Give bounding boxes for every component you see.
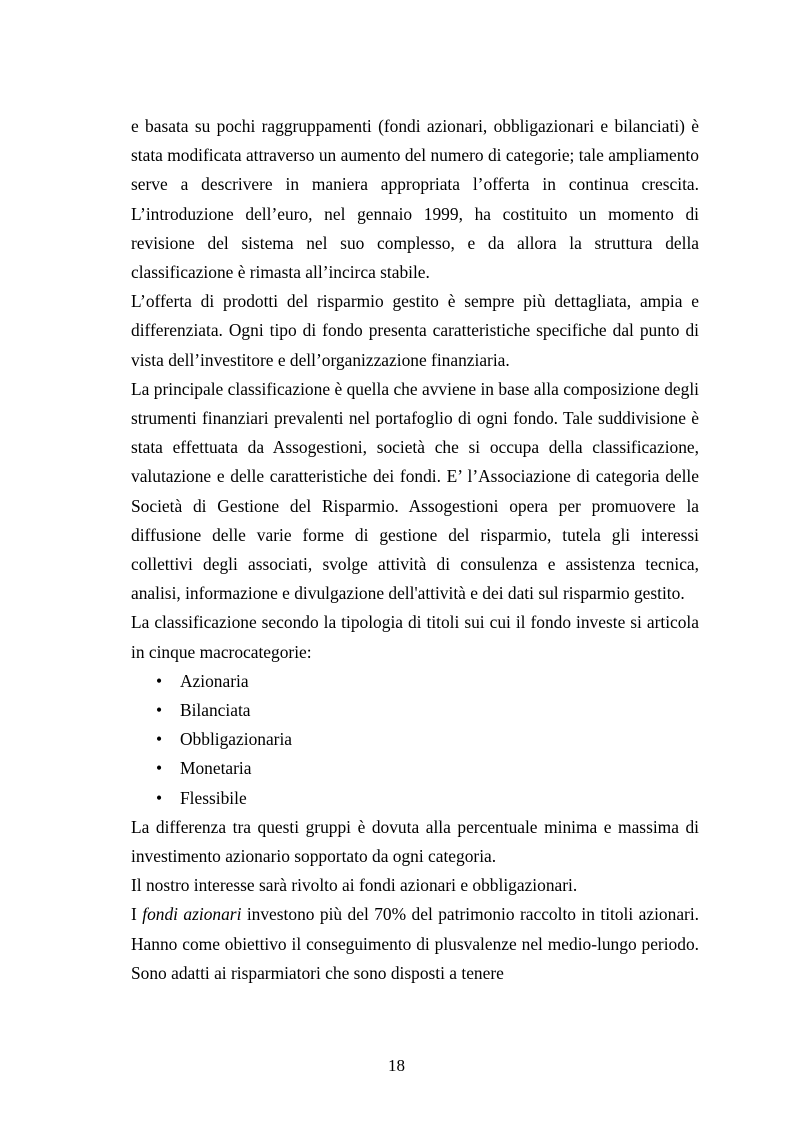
list-item: [156, 725, 699, 754]
paragraph-classification-history: e basata su pochi raggruppamenti (fondi azionari, obbligazionari e bilanciati) è stata modificata attraverso un aumento del numero di categorie; tale ampliamento serve a descrivere in maniera appropriata l’offerta in continua crescita. L’introduzione dell’euro, nel gennaio 1999, ha costituito un momento di revisione del sistema nel suo complesso, e da allora la struttura della classificazione è rimasta all’incirca stabile.: [131, 116, 699, 283]
list-item-label: Monetaria: [180, 758, 252, 779]
bullet-icon: •: [156, 729, 163, 750]
list-item: [156, 754, 699, 783]
paragraph-macrocategories-intro: La classificazione secondo la tipologia di titoli sui cui il fondo investe si articola in cinque macrocategorie:: [131, 612, 699, 662]
bullet-icon: •: [156, 670, 163, 691]
macrocategory-list: [131, 667, 699, 813]
paragraph-lead: I: [131, 904, 143, 925]
bullet-icon: •: [156, 758, 163, 779]
list-item-label: Obbligazionaria: [180, 729, 293, 750]
page-body: [131, 112, 699, 988]
paragraph-assogestioni: La principale classificazione è quella che avviene in base alla composizione degli strumenti finanziari prevalenti nel portafoglio di ogni fondo. Tale suddivisione è stata effettuata da Assogestioni, società che si occupa della classificazione, valutazione e delle caratteristiche dei fondi. E’ l’Associazione di categoria delle Società di Gestione del Risparmio. Assogestioni opera per promuovere la diffusione delle varie forme di gestione del risparmio, tutela gli interessi collettivi degli associati, svolge attività di consulenza e assistenza tecnica, analisi, informazione e divulgazione dell'attività e dei dati sul risparmio gestito.: [131, 378, 699, 604]
list-item: [156, 667, 699, 696]
page-number: 18: [388, 1056, 405, 1075]
paragraph-equity-funds: [131, 900, 699, 988]
paragraph-interest: Il nostro interesse sarà rivolto ai fondi azionari e obbligazionari.: [131, 875, 578, 896]
bullet-icon: •: [156, 787, 163, 808]
bullet-icon: •: [156, 700, 163, 721]
list-item-label: Flessibile: [180, 787, 247, 808]
list-item-label: Azionaria: [180, 670, 249, 691]
list-item-label: Bilanciata: [180, 700, 251, 721]
paragraph-rest: investono più del 70% del patrimonio raccolto in titoli azionari. Hanno come obiettivo il conseguimento di plusvalenze nel medio-lungo periodo. Sono adatti ai risparmiatori che sono disposti a tenere: [131, 904, 700, 983]
list-item: [156, 784, 699, 813]
list-item: [156, 696, 699, 725]
paragraph-offer: L’offerta di prodotti del risparmio gestito è sempre più dettagliata, ampia e differenziata. Ogni tipo di fondo presenta caratteristiche specifiche dal punto di vista dell’investitore e dell’organizzazione finanziaria.: [131, 291, 699, 370]
paragraph-differences: La differenza tra questi gruppi è dovuta alla percentuale minima e massima di investimento azionario sopportato da ogni categoria.: [131, 816, 699, 867]
emphasized-term: fondi azionari: [142, 904, 242, 925]
